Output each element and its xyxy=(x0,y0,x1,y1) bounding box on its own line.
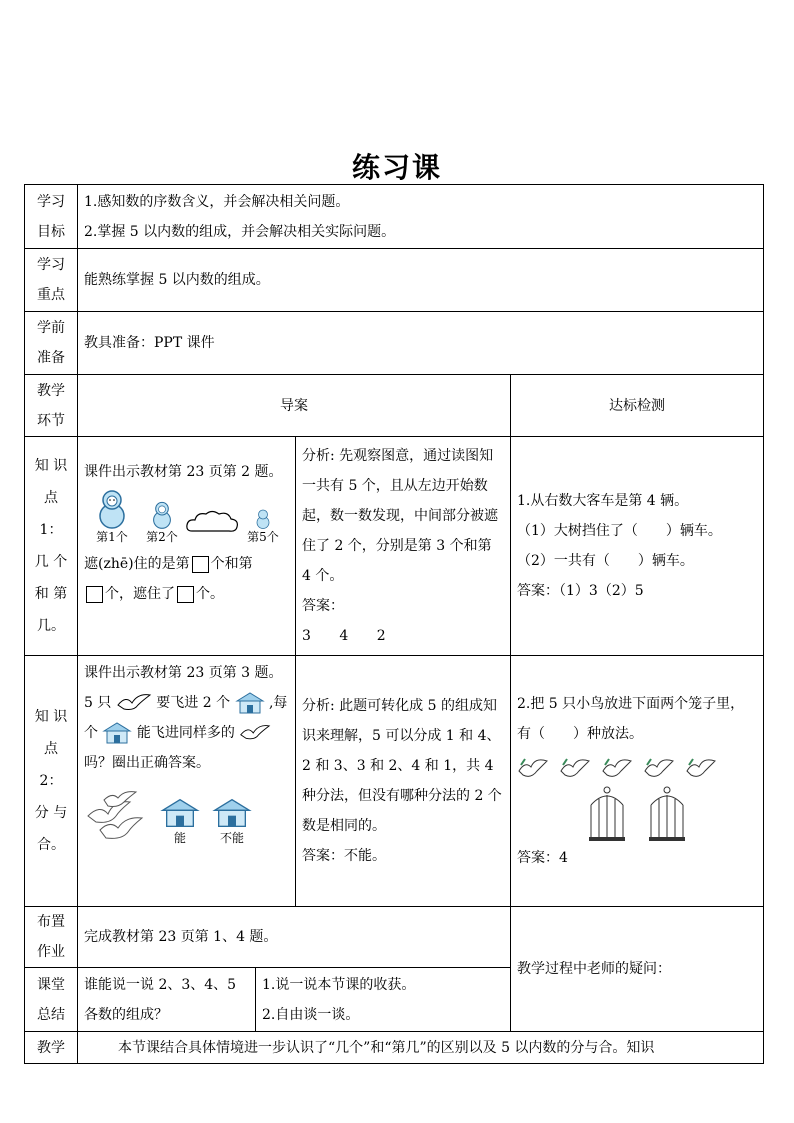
bird-icon xyxy=(685,755,717,781)
k1-analysis: 分析: 先观察图意，通过读图知 一共有 5 个，且从左边开始数起，数一数发现，中间部分被遮住了 2 个，分别是第 3 个和第 4 个。 答案： 3 4 2 xyxy=(296,437,511,656)
caption-2: 第2个 xyxy=(146,530,178,544)
row-goal xyxy=(25,185,764,249)
bird-icon xyxy=(643,755,675,781)
label-summary: 课堂 总结 xyxy=(25,968,78,1032)
k1-guide xyxy=(78,437,296,656)
goal-item-2: 2.掌握 5 以内数的组成，并会解决相关实际问题。 xyxy=(84,223,396,240)
house-icon xyxy=(212,796,252,830)
goal-content xyxy=(78,185,764,249)
doll-5 xyxy=(244,509,282,545)
doll-1 xyxy=(84,489,140,545)
label-prep: 学前 准备 xyxy=(25,312,78,375)
label-hw: 布置 作业 xyxy=(25,907,78,968)
option-cannot[interactable]: 不能 xyxy=(212,796,252,846)
bird-icon xyxy=(239,721,271,745)
row-hw xyxy=(25,907,764,968)
house-icon xyxy=(235,691,265,715)
cloud-icon xyxy=(184,509,240,537)
k2-question: 5 只 要飞进 2 个 ,每 个 能飞进同样多的 吗？圈出正确答案。 xyxy=(84,688,289,778)
page-title: 练习课 xyxy=(351,151,442,184)
label-k2: 知 识 点 2： 分 与 合。 xyxy=(25,656,78,907)
header-check: 达标检测 xyxy=(511,375,764,437)
cage-row xyxy=(517,785,757,843)
k1-intro: 课件出示教材第 23 页第 2 题。 xyxy=(84,464,283,480)
row-k2 xyxy=(25,656,764,907)
option-can[interactable]: 能 xyxy=(160,796,200,846)
bird-icon xyxy=(517,755,549,781)
answer-box xyxy=(177,586,194,603)
row-header xyxy=(25,375,764,437)
cloud xyxy=(184,509,244,545)
prep-content: 教具准备：PPT 课件 xyxy=(78,312,764,375)
summary-right: 1.说一说本节课的收获。 2.自由谈一谈。 xyxy=(256,968,511,1032)
birdcage-icon xyxy=(647,785,687,843)
label-stage: 教学 环节 xyxy=(25,375,78,437)
k1-figure xyxy=(84,489,289,545)
goal-item-1: 1.感知数的序数含义，并会解决相关问题。 xyxy=(84,193,350,210)
k2-guide: 课件出示教材第 23 页第 3 题。 5 只 要飞进 2 个 ,每 个 能飞进同样多的 吗？圈出正确答案。 能 不能 xyxy=(78,656,296,907)
k1-answers: 3 4 2 xyxy=(302,628,386,644)
lesson-table xyxy=(24,184,764,1064)
bird-icon xyxy=(559,755,591,781)
caption-1: 第1个 xyxy=(96,530,128,544)
k2-check: 2.把 5 只小鸟放进下面两个笼子里，有（ ）种放法。 答案：4 xyxy=(511,656,764,907)
house-icon xyxy=(102,721,132,745)
doll-icon xyxy=(98,489,126,529)
house-icon xyxy=(160,796,200,830)
doll-icon xyxy=(256,509,270,529)
summary-left: 谁能说一说 2、3、4、5 各数的组成？ xyxy=(78,968,256,1032)
teacher-doubt: 教学过程中老师的疑问： xyxy=(511,907,764,1032)
bird-flock-icon xyxy=(84,786,148,846)
label-goal: 学习 目标 xyxy=(25,185,78,249)
bird-row xyxy=(517,755,757,781)
answer-box xyxy=(86,586,103,603)
k2-figure xyxy=(84,786,289,846)
reflect-content: 本节课结合具体情境进一步认识了“几个”和“第几”的区别以及 5 以内数的分与合。知识 xyxy=(78,1032,764,1064)
bird-icon xyxy=(116,691,152,715)
k2-analysis: 分析: 此题可转化成 5 的组成知识来理解，5 可以分成 1 和 4、2 和 3、3 和 2、4 和 1，共 4 种分法，但没有哪种分法的 2 个数是相同的。 答案：不能。 xyxy=(296,656,511,907)
doll-icon xyxy=(152,501,172,529)
key-content: 能熟练掌握 5 以内数的组成。 xyxy=(78,249,764,312)
row-reflect xyxy=(25,1032,764,1064)
k1-check: 1.从右数大客车是第 4 辆。 （1）大树挡住了（ ）辆车。 （2）一共有（ ）辆车。 答案：（1）3（2）5 xyxy=(511,437,764,656)
row-key xyxy=(25,249,764,312)
k1-question: 遮(zhē)住的是第 个和第 个，遮住了 个。 xyxy=(84,556,253,602)
answer-box xyxy=(192,556,209,573)
birdcage-icon xyxy=(587,785,627,843)
hw-content: 完成教材第 23 页第 1、4 题。 xyxy=(78,907,511,968)
bird-icon xyxy=(601,755,633,781)
header-guide: 导案 xyxy=(78,375,511,437)
label-reflect: 教学 xyxy=(25,1032,78,1064)
row-k1 xyxy=(25,437,764,656)
row-prep xyxy=(25,312,764,375)
caption-5: 第5个 xyxy=(247,530,279,544)
doll-2 xyxy=(140,501,184,545)
label-k1: 知 识 点 1： 几 个 和 第 几。 xyxy=(25,437,78,656)
label-key: 学习 重点 xyxy=(25,249,78,312)
